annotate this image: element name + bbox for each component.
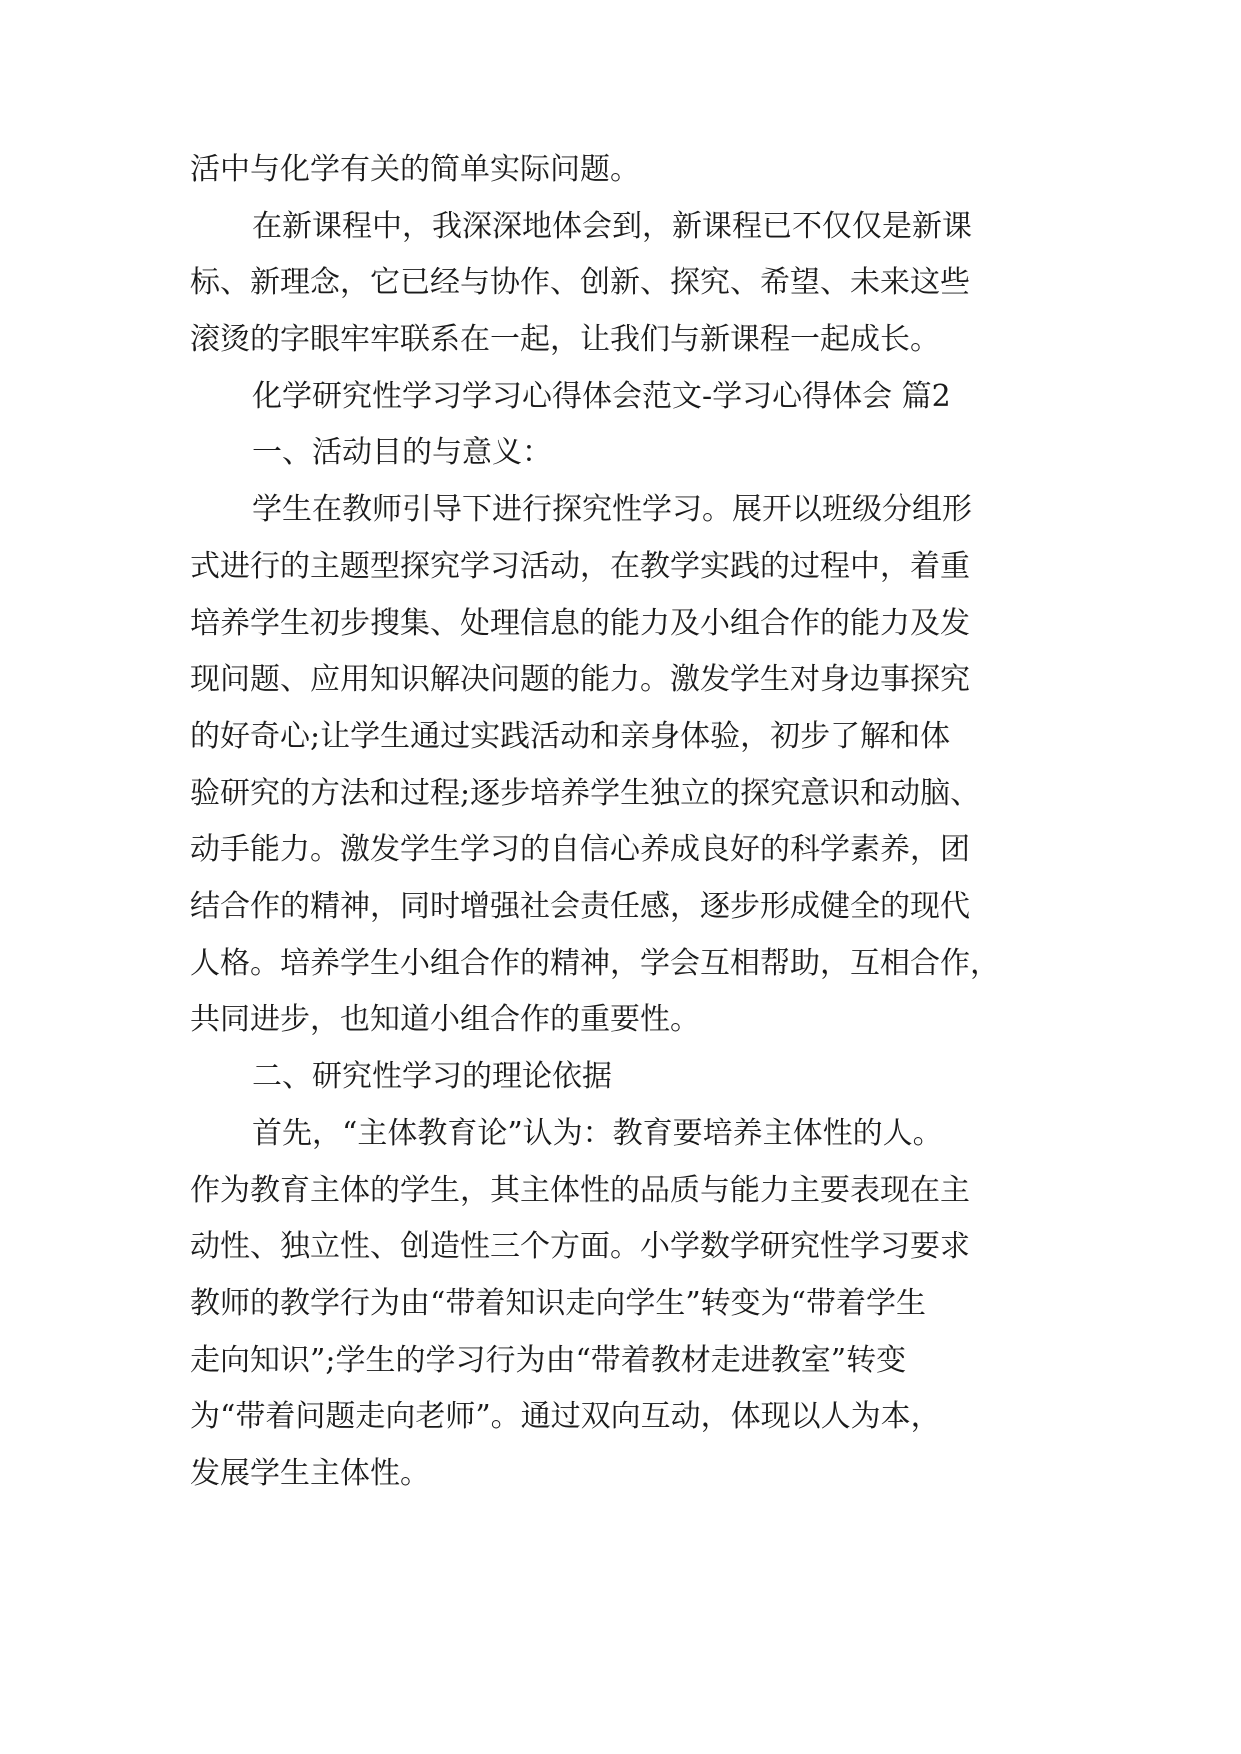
text-line: 培养学生初步搜集、处理信息的能力及小组合作的能力及发 xyxy=(190,606,970,641)
text-line: 活中与化学有关的简单实际问题。 xyxy=(190,152,640,187)
text-line: 验研究的方法和过程;逐步培养学生独立的探究意识和动脑、 xyxy=(190,776,981,811)
heading-activity-purpose: 一、活动目的与意义： xyxy=(252,435,552,470)
section-title: 化学研究性学习学习心得体会范文-学习心得体会 篇2 xyxy=(252,379,951,414)
text-line: 共同进步，也知道小组合作的重要性。 xyxy=(190,1002,700,1037)
text-line: 为“带着问题走向老师”。通过双向互动，体现以人为本， xyxy=(190,1399,941,1434)
text-line: 作为教育主体的学生，其主体性的品质与能力主要表现在主 xyxy=(190,1173,970,1208)
text-line: 动手能力。激发学生学习的自信心养成良好的科学素养，团 xyxy=(190,832,970,867)
text-line: 滚烫的字眼牢牢联系在一起，让我们与新课程一起成长。 xyxy=(190,322,940,357)
text-line: 式进行的主题型探究学习活动，在教学实践的过程中，着重 xyxy=(190,549,970,584)
text-line: 发展学生主体性。 xyxy=(190,1456,430,1491)
paragraph-first-line: 在新课程中，我深深地体会到，新课程已不仅仅是新课 xyxy=(252,209,972,244)
paragraph-first-line: 首先，“主体教育论”认为：教育要培养主体性的人。 xyxy=(252,1116,943,1151)
text-line: 标、新理念，它已经与协作、创新、探究、希望、未来这些 xyxy=(190,265,970,300)
text-line: 的好奇心;让学生通过实践活动和亲身体验，初步了解和体 xyxy=(190,719,951,754)
paragraph-first-line: 学生在教师引导下进行探究性学习。展开以班级分组形 xyxy=(252,492,972,527)
text-line: 动性、独立性、创造性三个方面。小学数学研究性学习要求 xyxy=(190,1229,970,1264)
text-line: 结合作的精神，同时增强社会责任感，逐步形成健全的现代 xyxy=(190,889,970,924)
heading-theory-basis: 二、研究性学习的理论依据 xyxy=(252,1059,612,1094)
text-line: 教师的教学行为由“带着知识走向学生”转变为“带着学生 xyxy=(190,1286,927,1321)
text-line: 人格。培养学生小组合作的精神，学会互相帮助，互相合作， xyxy=(190,946,1000,981)
text-line: 现问题、应用知识解决问题的能力。激发学生对身边事探究 xyxy=(190,662,970,697)
text-line: 走向知识”;学生的学习行为由“带着教材走进教室”转变 xyxy=(190,1343,907,1378)
